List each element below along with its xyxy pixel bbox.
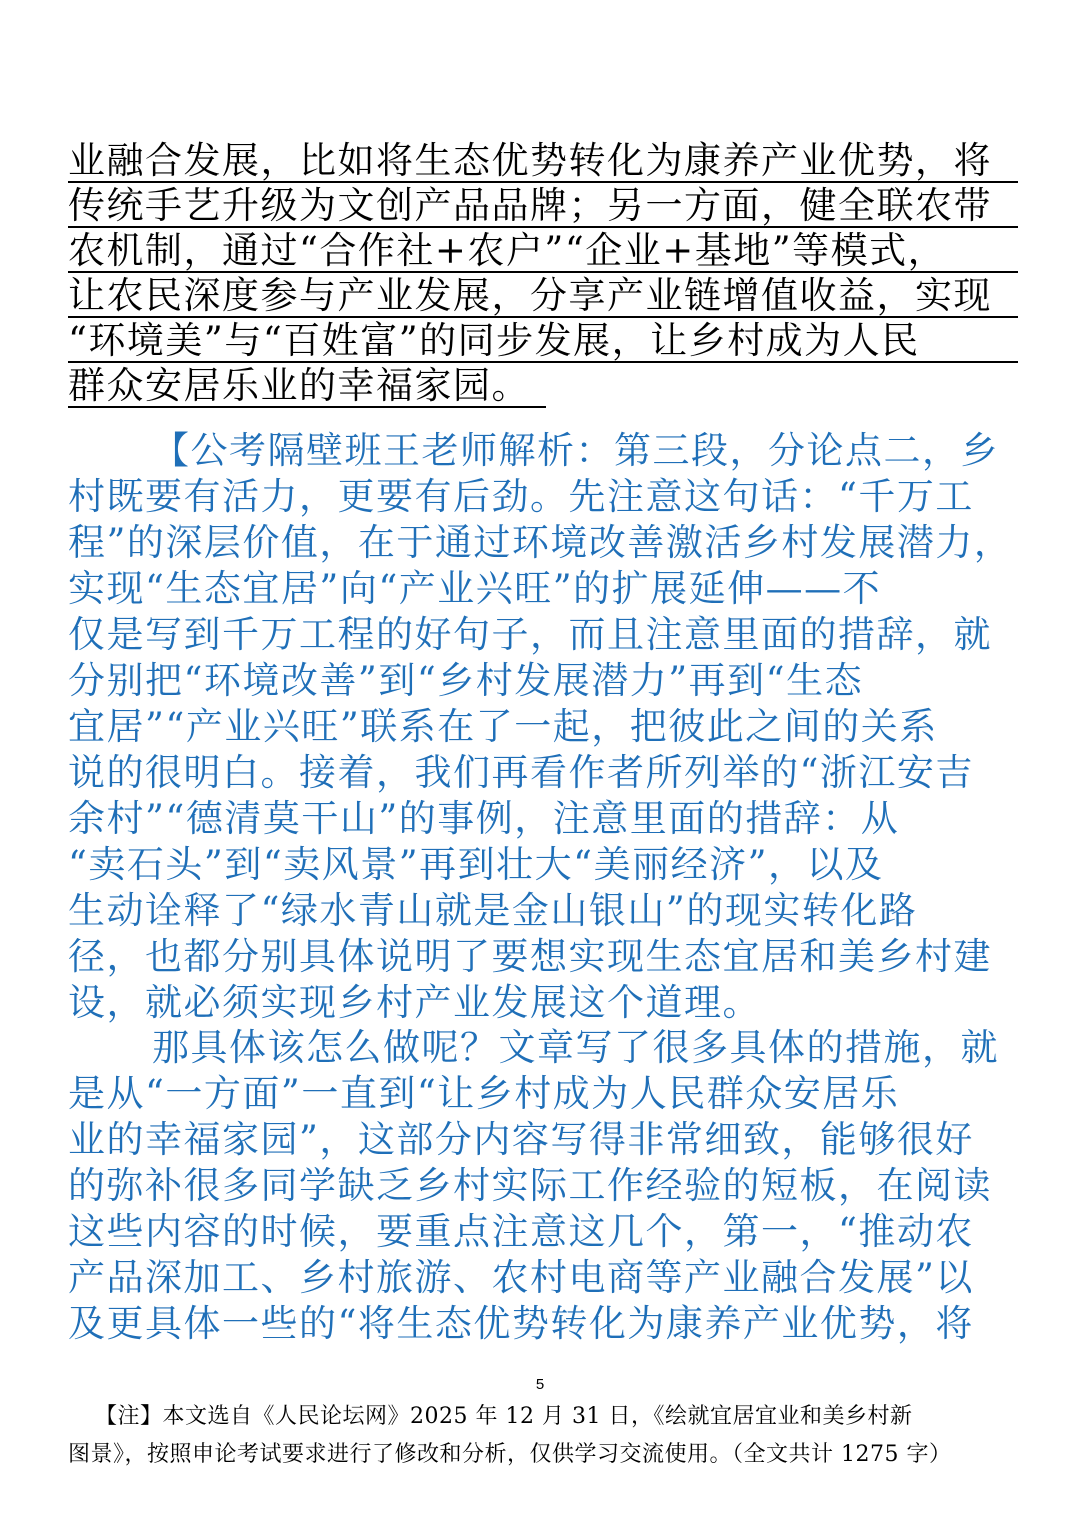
- method-line: 那具体该怎么做呢？文章写了很多具体的措施，就: [152, 1026, 999, 1069]
- footnote-line: 【注】本文选自《人民论坛网》2025 年 12 月 31 日，《绘就宜居宜业和美乡村新: [95, 1404, 913, 1429]
- method-line: 业的幸福家园”，这部分内容写得非常细致，能够很好: [68, 1118, 974, 1161]
- method-line: 产品深加工、乡村旅游、农村电商等产业融合发展”以: [68, 1256, 974, 1299]
- analysis-line: 生动诠释了“绿水青山就是金山银山”的现实转化路: [68, 889, 918, 932]
- analysis-line: 径，也都分别具体说明了要想实现生态宜居和美乡村建: [68, 935, 992, 978]
- source-line: 群众安居乐业的幸福家园。: [68, 363, 546, 408]
- analysis-paragraph: [68, 428, 1018, 1026]
- page-number: 5: [535, 1376, 545, 1393]
- analysis-line: 【公考隔壁班王老师解析：第三段，分论点二，乡: [152, 429, 999, 472]
- method-line: 的弥补很多同学缺乏乡村实际工作经验的短板，在阅读: [68, 1164, 992, 1207]
- analysis-line: 实现“生态宜居”向“产业兴旺”的扩展延伸——不: [68, 567, 882, 610]
- analysis-line: 说的很明白。接着，我们再看作者所列举的“浙江安吉: [68, 751, 974, 794]
- analysis-line: 设，就必须实现乡村产业发展这个道理。: [68, 981, 761, 1024]
- analysis-line: “卖石头”到“卖风景”再到壮大“美丽经济”，以及: [68, 843, 884, 886]
- analysis-line: 宜居”“产业兴旺”联系在了一起，把彼此之间的关系: [68, 705, 938, 748]
- method-paragraph: [68, 1025, 1018, 1347]
- method-line: 及更具体一些的“将生态优势转化为康养产业优势，将: [68, 1302, 974, 1345]
- analysis-line: 程”的深层价值，在于通过环境改善激活乡村发展潜力，: [68, 521, 1013, 564]
- method-line: 这些内容的时候，要重点注意这几个，第一，“推动农: [68, 1210, 974, 1253]
- analysis-line: 村既要有活力，更要有后劲。先注意这句话：“千万工: [68, 475, 974, 518]
- source-line: 传统手艺升级为文创产品品牌；另一方面，健全联农带: [68, 183, 1018, 228]
- source-line: “环境美”与“百姓富”的同步发展，让乡村成为人民: [68, 318, 1018, 363]
- footnote-line: 图景》，按照申论考试要求进行了修改和分析，仅供学习交流使用。（全文共计 1275 字）: [68, 1442, 952, 1467]
- source-line: 农机制，通过“合作社+农户”“企业+基地”等模式，: [68, 228, 1018, 273]
- source-line: 业融合发展，比如将生态优势转化为康养产业优势，将: [68, 138, 1018, 183]
- analysis-line: 余村”“德清莫干山”的事例，注意里面的措辞：从: [68, 797, 900, 840]
- underlined-source-excerpt: [68, 138, 1018, 408]
- footnote: [68, 1398, 1025, 1474]
- source-line: 让农民深度参与产业发展，分享产业链增值收益，实现: [68, 273, 1018, 318]
- analysis-line: 仅是写到千万工程的好句子，而且注意里面的措辞，就: [68, 613, 992, 656]
- analysis-line: 分别把“环境改善”到“乡村发展潜力”再到“生态: [68, 659, 864, 702]
- method-line: 是从“一方面”一直到“让乡村成为人民群众安居乐: [68, 1072, 900, 1115]
